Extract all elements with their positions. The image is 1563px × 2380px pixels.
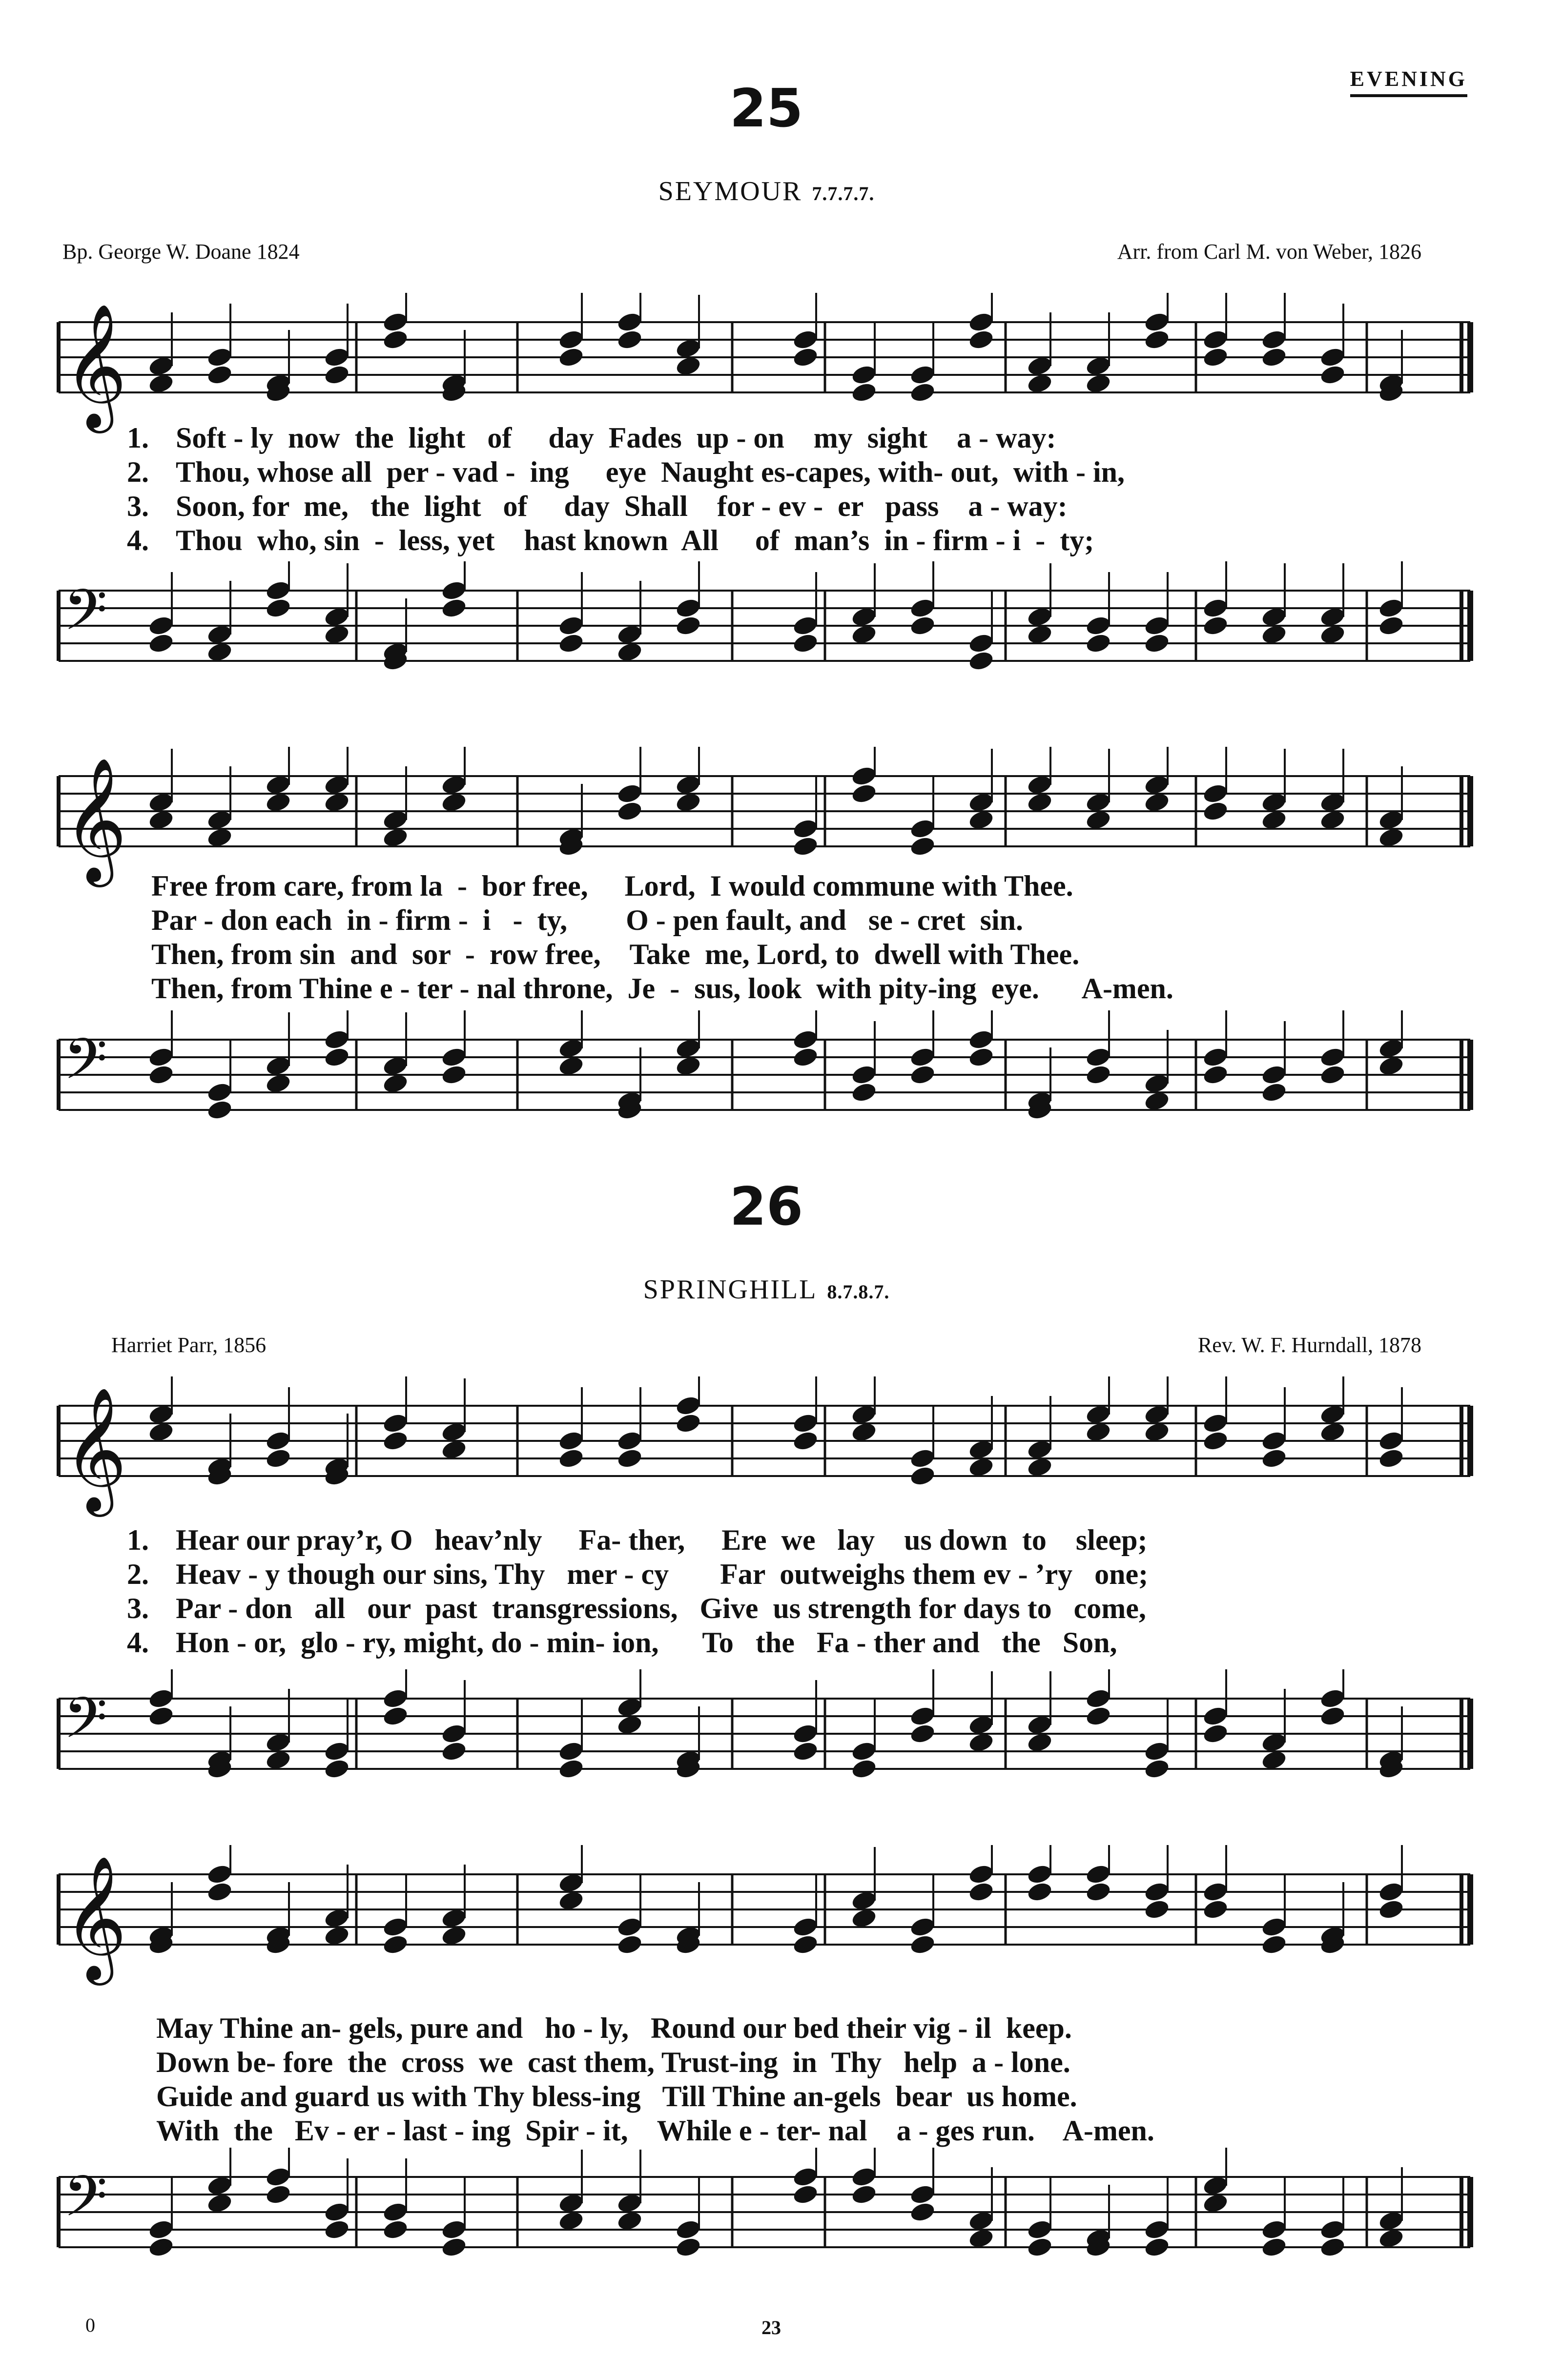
verse-line: 3. Par - don all our past transgressions, Give us strength for days to come, bbox=[127, 1592, 1146, 1624]
note-heads bbox=[147, 747, 1405, 858]
hymn26-system1-treble bbox=[0, 1376, 1563, 1523]
music-source: Arr. from Carl M. von Weber, 1826 bbox=[1117, 240, 1421, 264]
tune-meter: 7.7.7.7. bbox=[812, 183, 875, 205]
verse-line: 4. Thou who, sin - less, yet hast known All of man’s in - firm - i - ty; bbox=[127, 524, 1094, 556]
hymn25-system1-lyrics bbox=[127, 421, 1494, 557]
hymn-number-26: 26 bbox=[729, 1176, 803, 1237]
verse-line: Par - don each in - firm - i - ty, O - pen fault, and se - cret sin. bbox=[151, 904, 1024, 936]
verse-line: Then, from Thine e - ter - nal throne, Je - sus, look with pity-ing eye. A-men. bbox=[151, 972, 1173, 1005]
tune-name-springhill bbox=[425, 1274, 1108, 1305]
tune-meter: 8.7.8.7. bbox=[827, 1281, 890, 1303]
staff-lines bbox=[59, 591, 1470, 661]
verse-line: May Thine an- gels, pure and ho - ly, Round our bed their vig - il keep. bbox=[156, 2012, 1072, 2044]
staff-lines bbox=[59, 1040, 1470, 1110]
note-heads bbox=[147, 561, 1405, 672]
verse-line: 4. Hon - or, glo - ry, might, do - min- ion, To the Fa - ther and the Son, bbox=[127, 1626, 1117, 1659]
page-number: 23 bbox=[761, 2317, 781, 2339]
section-heading: EVENING bbox=[1350, 66, 1467, 97]
note-heads bbox=[147, 293, 1405, 404]
note-heads bbox=[147, 1010, 1405, 1121]
verse-line: Guide and guard us with Thy bless-ing Till Thine an-gels bear us home. bbox=[156, 2080, 1077, 2113]
note-heads bbox=[147, 2148, 1405, 2258]
bass-clef-icon: 𝄢 bbox=[63, 577, 108, 657]
music-source: Rev. W. F. Hurndall, 1878 bbox=[1197, 1333, 1421, 1357]
text-author: Harriet Parr, 1856 bbox=[111, 1333, 267, 1357]
tune-name-seymour bbox=[425, 176, 1108, 207]
note-heads bbox=[147, 1845, 1405, 1956]
hymn-number-25: 25 bbox=[729, 78, 803, 139]
bass-clef-icon: 𝄢 bbox=[63, 1026, 108, 1106]
verse-line: 2. Thou, whose all per - vad - ing eye Naught es-capes, with- out, with - in, bbox=[127, 456, 1125, 488]
hymn26-system1-bass bbox=[0, 1669, 1563, 1816]
treble-clef-icon: 𝄞 bbox=[63, 1386, 127, 1511]
treble-clef-icon: 𝄞 bbox=[63, 303, 127, 428]
bass-clef-icon: 𝄢 bbox=[63, 1685, 108, 1765]
verse-line: 3. Soon, for me, the light of day Shall for - ev - er pass a - way: bbox=[127, 490, 1068, 522]
verse-line: 1. Hear our pray’r, O heav’nly Fa- ther, Ere we lay us down to sleep; bbox=[127, 1524, 1148, 1556]
hymn25-system2-lyrics bbox=[151, 869, 1518, 1005]
hymn26-system1-lyrics bbox=[127, 1523, 1494, 1660]
text-author: Bp. George W. Doane 1824 bbox=[62, 240, 300, 264]
verse-line: Down be- fore the cross we cast them, Trust-ing in Thy help a - lone. bbox=[156, 2046, 1070, 2078]
treble-clef-icon: 𝄞 bbox=[63, 757, 127, 882]
hymn25-system1-bass bbox=[0, 561, 1563, 708]
corner-mark: 0 bbox=[85, 2314, 95, 2336]
hymn26-system2-bass bbox=[0, 2148, 1563, 2294]
hymn25-system2-bass bbox=[0, 1010, 1563, 1157]
verse-line: 2. Heav - y though our sins, Thy mer - cy Far outweighs them ev - ’ry one; bbox=[127, 1558, 1149, 1590]
tune-name: SPRINGHILL bbox=[643, 1274, 818, 1305]
staff-lines bbox=[59, 2177, 1470, 2247]
hymn26-system2-treble bbox=[0, 1845, 1563, 1991]
treble-clef-icon: 𝄞 bbox=[63, 1855, 127, 1980]
hymn25-system1-treble bbox=[0, 293, 1563, 439]
hymn26-system2-lyrics bbox=[156, 2011, 1523, 2148]
bass-clef-icon: 𝄢 bbox=[63, 2164, 108, 2243]
tune-name: SEYMOUR bbox=[658, 176, 802, 206]
verse-line: Then, from sin and sor - row free, Take me, Lord, to dwell with Thee. bbox=[151, 938, 1080, 970]
verse-line: 1. Soft - ly now the light of day Fades up - on my sight a - way: bbox=[127, 422, 1056, 454]
verse-line: Free from care, from la - bor free, Lord, I would commune with Thee. bbox=[151, 870, 1073, 902]
verse-line: With the Ev - er - last - ing Spir - it, While e - ter- nal a - ges run. A-men. bbox=[156, 2114, 1154, 2147]
note-heads bbox=[147, 1376, 1405, 1487]
note-heads bbox=[147, 1669, 1405, 1780]
